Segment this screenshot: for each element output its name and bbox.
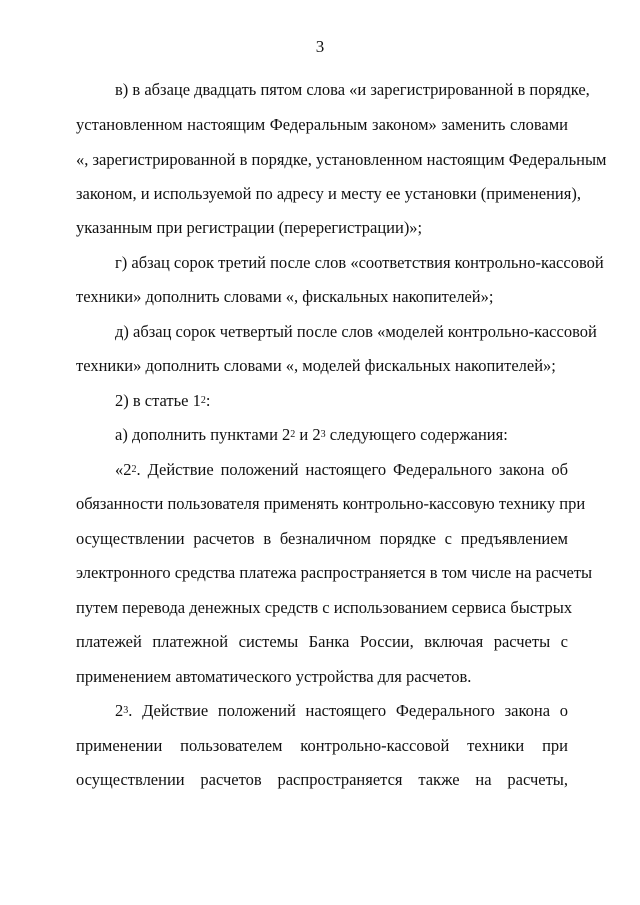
text-line: платежей платежной системы Банка России, включая расчеты с [76,632,568,651]
superscript: 2 [290,429,296,440]
text-line [115,425,568,445]
text-line: г) абзац сорок третий после слов «соответствия контрольно-кассовой [115,253,604,272]
text-fragment: . Действие положений настоящего Федерального закона об [136,460,568,479]
text-line [115,460,568,480]
text-fragment: следующего содержания: [325,425,508,444]
text-line: указанным при регистрации (перерегистрации)»; [76,218,423,237]
text-fragment: а) дополнить пунктами 2 [115,425,291,444]
page-number: 3 [315,37,325,56]
superscript: 2 [131,464,137,475]
text-line: осуществлении расчетов распространяется также на расчеты, [76,770,568,789]
text-line: применении пользователем контрольно-кассовой техники при [76,736,568,755]
text-fragment: 2 [115,701,124,720]
text-line: применением автоматического устройства для расчетов. [76,667,472,686]
text-fragment: «2 [115,460,132,479]
text-fragment: : [205,391,211,410]
text-line: установленном настоящим Федеральным законом» заменить словами [76,115,568,134]
text-line: обязанности пользователя применять контрольно-кассовую технику при [76,494,586,513]
text-fragment: 2) в статье 1 [115,391,201,410]
superscript: 3 [320,429,326,440]
text-line: путем перевода денежных средств с использованием сервиса быстрых [76,598,573,617]
text-line: электронного средства платежа распространяется в том числе на расчеты [76,563,593,582]
text-line [115,391,568,411]
superscript: 2 [200,395,206,406]
text-fragment: . Действие положений настоящего Федерального закона о [128,701,568,720]
superscript: 3 [123,705,129,716]
text-fragment: и 2 [295,425,321,444]
text-line: д) абзац сорок четвертый после слов «моделей контрольно-кассовой [115,322,597,341]
text-line: законом, и используемой по адресу и месту ее установки (применения), [76,184,581,203]
text-line: осуществлении расчетов в безналичном порядке с предъявлением [76,529,568,548]
text-line: техники» дополнить словами «, фискальных накопителей»; [76,287,494,306]
text-line [115,701,568,721]
text-line: в) в абзаце двадцать пятом слова «и зарегистрированной в порядке, [115,80,590,99]
text-line: техники» дополнить словами «, моделей фискальных накопителей»; [76,356,556,375]
text-line: «, зарегистрированной в порядке, установленном настоящим Федеральным [76,150,607,169]
